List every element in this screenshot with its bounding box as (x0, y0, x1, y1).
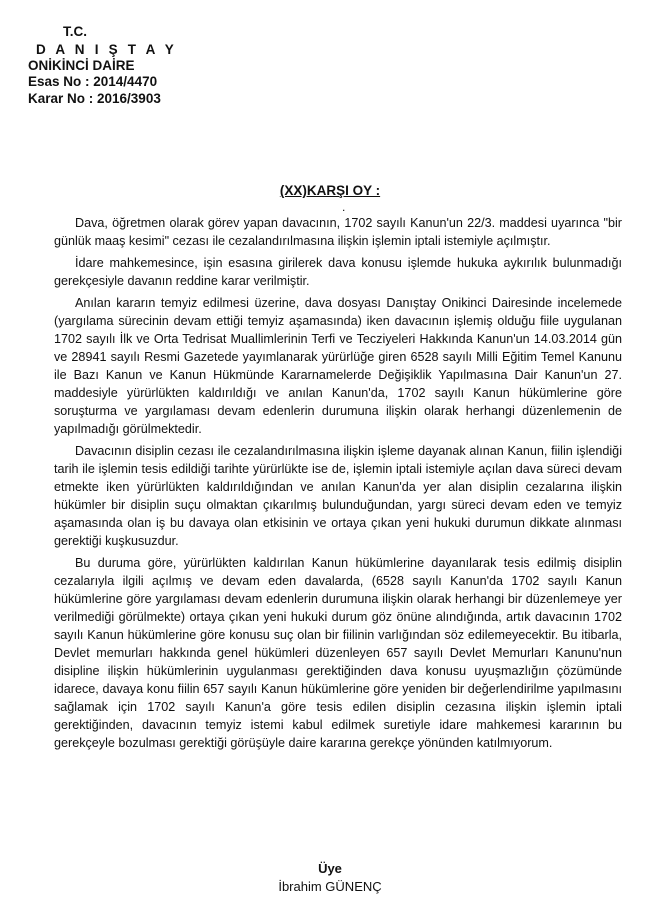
signature-name: İbrahim GÜNENÇ (278, 879, 382, 894)
paragraph-3: Anılan kararın temyiz edilmesi üzerine, dava dosyası Danıştay Onikinci Dairesinde incelemede (yargılama sürecinin devam ettiği temyiz aşamasında) iken davacının işlemiş olduğu fiile uygulanan 1702 sayılı İlk ve Orta Tedrisat Muallimlerinin Terfi ve Tecziyeleri Hakkında Kanun'un 14.03.2014 gün ve 28941 sayılı Resmi Gazetede yayımlanarak yürürlüğe giren 6528 sayılı Milli Eğitim Temel Kanunu ile Bazı Kanun ve Kanun Hükmünde Kararnamelerde Değişiklik Yapılmasına Dair Kanun'un 27. maddesiyle yürürlükten kaldırıldığı ve anılan Kanun'da, 1702 sayılı Kanun hükümlerine göre soruşturma ve yargılaması devam edenlerin durumuna ilişkin olarak herhangi düzenlemenin de yapılmadığı görülmektedir. (54, 296, 622, 436)
decision-number: Karar No : 2016/3903 (28, 91, 161, 106)
country-label: T.C. (63, 24, 88, 39)
paragraph-4: Davacının disiplin cezası ile cezalandırılmasına ilişkin işleme dayanak alınan Kanun, fiilin işlendiği tarih ile işlemin tesis edildiği tarihte yürürlükte ise de, işlemin iptali istemiyle açılan dava süreci devam etmekte iken yürürlükten kaldırıldığından ve anılan Kanun'da yer alan disiplin cezalarına ilişkin hükümler bir disiplin suçu olmaktan çıkarılmış bulunduğundan, yargı süreci devam eden ve temyiz aşamasında olan iş bu davaya olan etkisinin ve ortaya çıkan yeni hukuki durumun dikkate alınması gerektiği kuşkusuzdur. (54, 444, 622, 548)
case-number: Esas No : 2014/4470 (28, 74, 158, 89)
paragraph-5: Bu duruma göre, yürürlükten kaldırılan Kanun hükümlerine dayanılarak tesis edilmiş disiplin cezalarıyla ilgili açılmış ve devam eden davalarda, (6528 sayılı Kanun'da 1702 sayılı Kanun hükümlerine göre yargılaması devam edenlerin durumuna ilişkin olarak herhangi bir düzenlemeye yer verilmediği görülmekte) ortaya çıkan yeni hukuki durum göz önüne alındığında, artık davacının 1702 sayılı Kanun hükümlerine göre konusu suç olan bir fiilinin varlığından söz edilemeyecektir. Bu itibarla, Devlet memurları hakkında genel hükümleri düzenleyen 657 sayılı Devlet Memurları Kanunu'nun disipline ilişkin hükümlerinin uygulanması gerektiğinden dava konusu uyuşmazlığın çözümünde idarece, davaya konu fiilin 657 sayılı Kanun hükümlerine göre yeniden bir değerlendirilme yapılmasını sağlamak için 1702 sayılı Kanun'a göre tesis edilen disiplin cezasına ilişkin işlemin iptali gerektiğinden, davacının temyiz istemi kabul edilmek suretiyle idare mahkemesi kararının bu gerekçeyle bozulması gerektiği görüşüyle daire kararına gerekçe yönünden katılmıyorum. (54, 556, 622, 750)
paragraph-2: İdare mahkemesince, işin esasına girilerek dava konusu işlemde hukuka aykırılık bulunmadığı gerekçesiyle davanın reddine karar verilmiştir. (54, 256, 622, 288)
paragraph-1: Dava, öğretmen olarak görev yapan davacının, 1702 sayılı Kanun'un 22/3. maddesi uyarınca "bir günlük maaş kesimi" cezası ile cezalandırılmasına ilişkin işlemin iptali istemiyle açılmıştır. (54, 216, 622, 248)
signature-title: Üye (318, 861, 342, 876)
chamber-name: ONİKİNCİ DAİRE (28, 58, 135, 73)
stray-dot: . (342, 200, 346, 214)
court-name: D A N I Ş T A Y (36, 42, 178, 57)
document-title: (XX)KARŞI OY : (279, 183, 381, 198)
document-body (54, 214, 622, 756)
